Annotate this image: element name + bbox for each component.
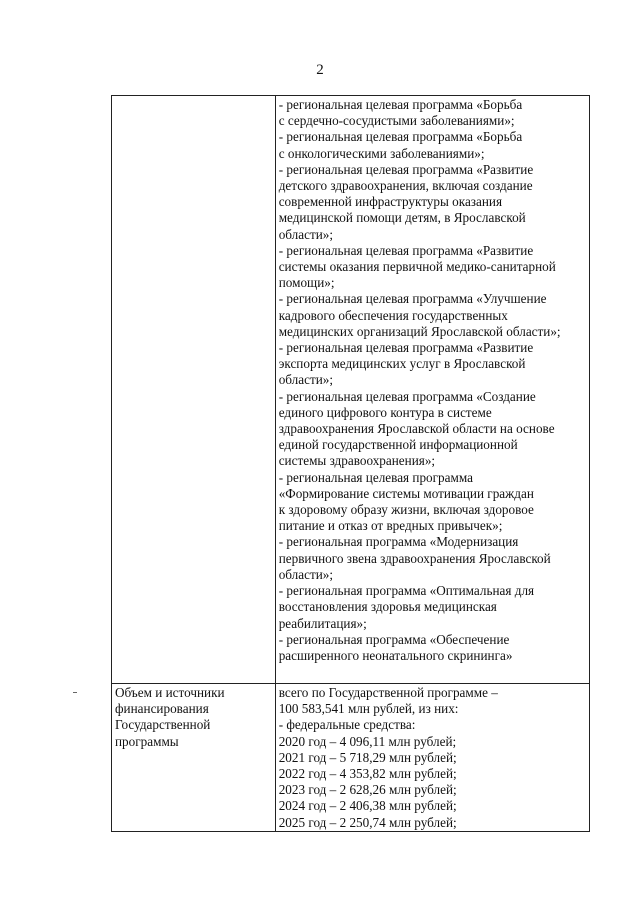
text-line: современной инфраструктуры оказания [278,194,503,210]
text-line: помощи»; [278,275,335,291]
text-line: единого цифрового контура в системе [278,404,492,420]
regional-programs-list [279,97,587,664]
text-line: первичного звена здравоохранения Ярославской [278,550,551,566]
page-number: 2 [316,62,324,78]
text-line: - региональная программа «Обеспечение [278,631,510,647]
text-line: 2023 год – 2 628,26 млн рублей; [278,782,457,798]
text-line: к здоровому образу жизни, включая здоровое [278,502,534,518]
text-line: области»; [278,226,334,242]
text-line: - региональная целевая программа «Развитие [278,340,534,356]
row-content-cell [275,96,589,684]
text-line: 2022 год – 4 353,82 млн рублей; [278,766,457,782]
text-line: медицинских организаций Ярославской области»; [278,323,561,339]
text-line: - региональная целевая программа «Борьба [278,97,523,112]
text-line: - региональная целевая программа «Улучшение [278,291,547,307]
table-row [112,684,590,832]
text-line: - региональная целевая программа «Борьба [278,129,523,145]
funding-label [115,685,273,750]
scan-mark [73,692,77,693]
text-line: системы оказания первичной медико-санитарной [278,259,556,275]
text-line: «Формирование системы мотивации граждан [278,485,534,501]
text-line: 2025 год – 2 250,74 млн рублей; [278,814,457,830]
text-line: кадрового обеспечения государственных [278,307,508,323]
text-line: - региональная программа «Оптимальная для [278,583,535,599]
text-line: области»; [278,372,334,388]
text-line: системы здравоохранения»; [278,453,436,469]
text-line: программы [115,733,179,749]
text-line: - региональная целевая программа «Развитие [278,242,534,258]
text-line: единой государственной информационной [278,437,518,453]
text-line: финансирования [115,701,209,717]
table-row [112,96,590,684]
text-line: восстановления здоровья медицинская [278,599,497,615]
text-line: - региональная целевая программа «Развитие [278,161,534,177]
text-line: Государственной [115,717,211,733]
text-line: всего по Государственной программе – [278,685,498,700]
text-line: Объем и источники [115,685,225,700]
text-line: здравоохранения Ярославской области на основе [278,421,555,437]
text-line: с сердечно-сосудистыми заболеваниями»; [278,113,515,129]
text-line: расширенного неонатального скрининга» [278,647,513,663]
text-line: - региональная целевая программа «Создание [278,388,536,404]
row-content-cell [275,684,589,832]
text-line: 100 583,541 млн рублей, из них: [278,701,459,717]
row-label-cell [112,96,276,684]
passport-table [111,95,590,832]
text-line: детского здравоохранения, включая создание [278,178,533,194]
text-line: экспорта медицинских услуг в Ярославской [278,356,526,372]
text-line: области»; [278,566,334,582]
text-line: медицинской помощи детям, в Ярославской [278,210,526,226]
text-line: с онкологическими заболеваниями»; [278,145,485,161]
row-label-cell [112,684,276,832]
funding-details [279,685,587,831]
text-line: 2020 год – 4 096,11 млн рублей; [278,733,457,749]
text-line: питание и отказ от вредных привычек»; [278,518,503,534]
text-line: 2021 год – 5 718,29 млн рублей; [278,749,457,765]
text-line: реабилитация»; [278,615,367,631]
text-line: - региональная программа «Модернизация [278,534,519,550]
text-line: - региональная целевая программа [278,469,473,485]
text-line: - федеральные средства: [278,717,416,733]
text-line: 2024 год – 2 406,38 млн рублей; [278,798,457,814]
